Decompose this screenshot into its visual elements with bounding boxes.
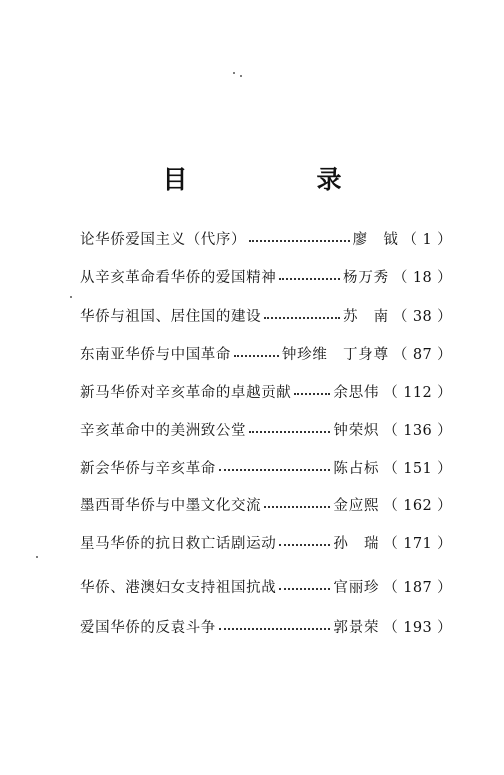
toc-entry-title: 论华侨爱国主义（代序） (80, 231, 247, 248)
toc-entry-page: （ 112 ） (383, 384, 452, 401)
toc-leader-dots (294, 393, 330, 395)
page-title: 目 录 (162, 165, 394, 194)
toc-leader-dots (219, 469, 330, 471)
toc-entry (80, 341, 452, 365)
toc-entry (80, 417, 452, 441)
toc-entry-page: （ 1 ） (402, 231, 452, 248)
toc-leader-dots (279, 278, 340, 280)
toc-entry-title: 新会华侨与辛亥革命 (80, 460, 216, 477)
toc-entry-page: （ 187 ） (383, 579, 452, 596)
toc-entry-title: 从辛亥革命看华侨的爱国精神 (80, 269, 277, 286)
toc-leader-dots (249, 240, 350, 242)
toc-entry (80, 303, 452, 327)
toc-entry-author: 钟珍维 丁身尊 (281, 346, 389, 363)
scan-speck (36, 556, 38, 558)
toc-entry-author: 钟荣炽 (333, 422, 380, 439)
toc-entry-page: （ 87 ） (392, 346, 452, 363)
toc-entry-author: 苏 南 (343, 308, 389, 325)
toc-entry-author: 金应熙 (333, 497, 380, 514)
toc-leader-dots (219, 628, 330, 630)
toc-entry-title: 爱国华侨的反袁斗争 (80, 619, 216, 636)
toc-entry (80, 614, 452, 638)
toc-entry-page: （ 162 ） (383, 497, 452, 514)
toc-entry (80, 530, 452, 554)
toc-entry (80, 574, 452, 598)
toc-leader-dots (264, 317, 340, 319)
toc-entry-title: 华侨、港澳妇女支持祖国抗战 (80, 579, 277, 596)
toc-entry-title: 辛亥革命中的美洲致公堂 (80, 422, 247, 439)
toc-entry-title: 东南亚华侨与中国革命 (80, 346, 231, 363)
toc-entry (80, 264, 452, 288)
toc-entry-author: 杨万秀 (343, 269, 389, 286)
toc-leader-dots (249, 431, 330, 433)
toc-entry-author: 廖 钺 (352, 231, 399, 248)
toc-entry-title: 墨西哥华侨与中墨文化交流 (80, 497, 262, 514)
toc-entry (80, 226, 452, 250)
toc-leader-dots (264, 506, 330, 508)
toc-entry-page: （ 193 ） (383, 619, 452, 636)
toc-entry-page: （ 151 ） (383, 460, 452, 477)
toc-entry-title: 星马华侨的抗日救亡话剧运动 (80, 535, 277, 552)
scan-speck (240, 75, 242, 77)
toc-entry-page: （ 18 ） (392, 269, 452, 286)
toc-leader-dots (279, 544, 330, 546)
toc-entry-author: 孙 瑞 (333, 535, 380, 552)
toc-entry-author: 陈占标 (333, 460, 380, 477)
toc-entry-title: 华侨与祖国、居住国的建设 (80, 308, 262, 325)
toc-entry (80, 455, 452, 479)
toc-entry (80, 379, 452, 403)
toc-leader-dots (279, 588, 330, 590)
scan-speck (70, 296, 72, 298)
toc-entry-page: （ 171 ） (383, 535, 452, 552)
toc-entry-author: 官丽珍 (333, 579, 380, 596)
toc-entry (80, 492, 452, 516)
toc-entry-page: （ 136 ） (383, 422, 452, 439)
toc-leader-dots (234, 355, 279, 357)
toc-entry-author: 余思伟 (333, 384, 380, 401)
toc-entry-title: 新马华侨对辛亥革命的卓越贡献 (80, 384, 292, 401)
toc-entry-author: 郭景荣 (333, 619, 380, 636)
toc-entry-page: （ 38 ） (392, 308, 452, 325)
scan-speck (233, 72, 235, 74)
